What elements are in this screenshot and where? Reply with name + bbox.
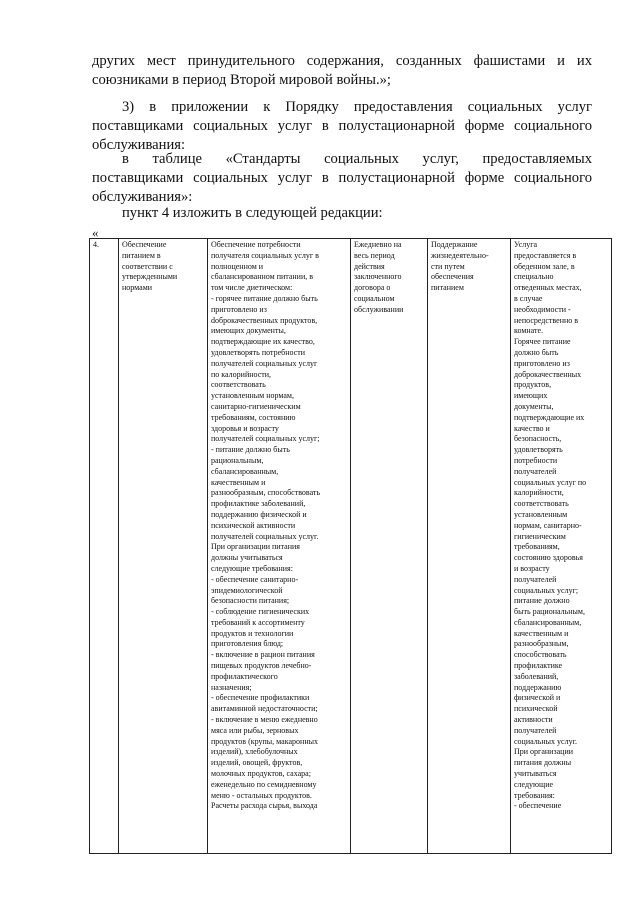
service-conditions: Услуга предоставляется в обеденном зале, в специально отведенных местах, в случае необходимости - непосредственно в комнате. Горячее питание должно быть приготовлено из доброкачественных продуктов, имеющих документы, подтверждающие их качество и безопасность, удовлетворять потребности получателей социальных услуг по калорийности, соответствовать установленным нормам, санитарно- гигиеническим требованиям, состоянию здоровья и возрасту получателей социальных услуг; питание должно быть рациональным, сбалансированным, качественным и разнообразным, способствовать профилактике заболеваний, поддержанию физической и психической активности получателей социальных услуг. При организации питания должны учитываться следующие требования: - обеспечение: [514, 240, 587, 811]
table-cell-service-name: [119, 239, 208, 854]
paragraph-table-reference: [92, 150, 592, 207]
text-line: союзниками в период Второй мировой войны.»;: [92, 72, 391, 88]
text-line: обслуживания:: [92, 137, 186, 153]
quality-indicator: Поддержание жизнедеятельно- сти путем обеспечения питанием: [431, 240, 489, 293]
text-line: поставщиками социальных услуг в полустационарной форме социального: [92, 170, 592, 186]
paragraph-continuation: [92, 52, 592, 90]
paragraph-instruction: [92, 204, 592, 223]
text-line: пункт 4 изложить в следующей редакции:: [122, 205, 383, 221]
service-description: Обеспечение потребности получателя социальных услуг в полноценном и сбалансированном питании, в том числе диетическом: - горячее питание должно быть приготовлено из doброкачественных продуктов, имеющих документы, подтверждающие их качество, удовлетворять потребности получателей социальных услуг по калорийности, соответствовать установленным нормам, санитарно-гигиеническим требованиям, состоянию здоровья и возрасту получателей социальных услуг; - питание должно быть рациональным, сбалансированным, качественным и разнообразным, способствовать профилактике заболеваний, поддержанию физической и психической активности получателей социальных услуг. При организации питания должны учитываться следующие требования: - обеспечение санитарно- эпидемиологической безопасности питания; - соблюдение гигиенических требований к ассортименту продуктов и технологии приготовления блюд; - включение в рацион питания пищевых продуктов лечебно- профилактического назначения; - обеспечение профилактики авитаминной недостаточности; - включение в меню ежедневно мяса или рыбы, зерновых продуктов (крупы, макаронных изделий), хлебобулочных изделий, овощей, фруктов, молочных продуктов, сахара; еженедельно по семидневному меню - остальных продуктов. Расчеты расхода сырья, выхода: [211, 240, 321, 811]
table-cell-indicator: [428, 239, 511, 854]
standards-table: [89, 238, 612, 854]
table-cell-description: [208, 239, 351, 854]
paragraph-item-3: [92, 98, 592, 155]
text-line: обслуживания»:: [92, 189, 193, 205]
description-wrapper: [211, 240, 347, 852]
table-cell-conditions: [511, 239, 612, 854]
table-row: [90, 239, 612, 854]
service-period: Ежедневно на весь период действия заключенного договора о социальном обслуживании: [354, 240, 404, 314]
opening-quote: «: [92, 225, 99, 240]
text-line: 3) в приложении к Порядку предоставления социальных услуг: [122, 99, 592, 115]
conditions-wrapper: [514, 240, 608, 852]
text-line: других мест принудительного содержания, созданных фашистами и их: [92, 53, 592, 69]
table-cell-number: [90, 239, 119, 854]
table-cell-period: [351, 239, 428, 854]
row-number: 4.: [93, 240, 99, 249]
service-name: Обеспечение питанием в соответствии с утвержденными нормами: [122, 240, 178, 293]
text-line: в таблице «Стандарты социальных услуг, предоставляемых: [122, 151, 592, 167]
text-line: поставщиками социальных услуг в полустационарной форме социального: [92, 118, 592, 134]
